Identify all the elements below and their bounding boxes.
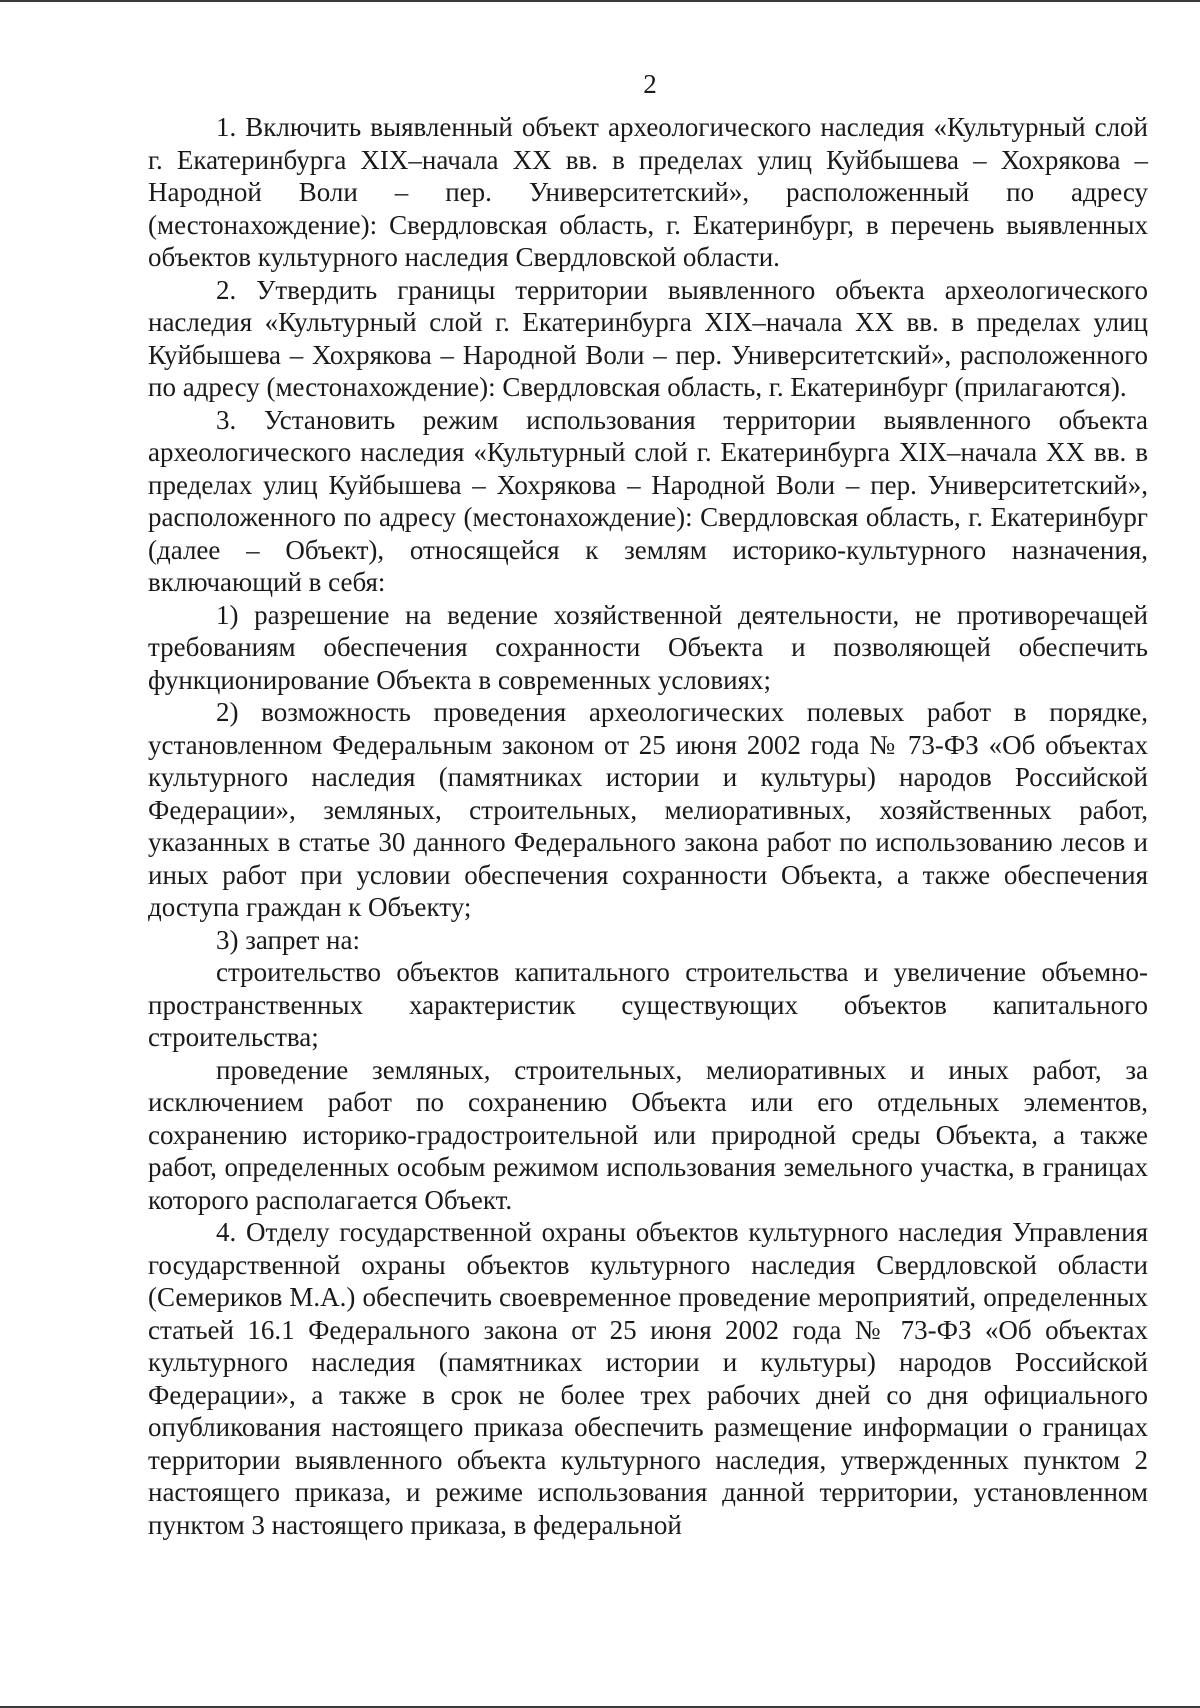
paragraph-item-1: 1. Включить выявленный объект археологического наследия «Культурный слой г. Екатеринбурга XIX–начала XX вв. в пределах улиц Куйбышева – Хохрякова – Народной Воли – пер. Университетский», расположенный по адресу (местонахождение): Свердловская область, г. Екатеринбург, в перечень выявленных объектов культурного наследия Свердловской области. — [148, 112, 1148, 272]
paragraph-item-2: 2. Утвердить границы территории выявленного объекта археологического наследия «Культурный слой г. Екатеринбурга XIX–начала XX вв. в пределах улиц Куйбышева – Хохрякова – Народной Воли – пер. Университетский», расположенного по адресу (местонахождение): Свердловская область, г. Екатеринбург (прилагаются). — [148, 274, 1148, 402]
page-number: 2 — [643, 69, 657, 99]
paragraph-subitem-2: 2) возможность проведения археологических полевых работ в порядке, установленном Федеральным законом от 25 июня 2002 года № 73-ФЗ «Об объектах культурного наследия (памятниках истории и культуры) народов Российской Федерации», земляных, строительных, мелиоративных, хозяйственных работ, указанных в статье 30 данного Федерального закона работ по использованию лесов и иных работ при условии обеспечения сохранности Объекта, а также обеспечения доступа граждан к Объекту; — [148, 697, 1148, 922]
paragraph-prohibition-construction: строительство объектов капитального строительства и увеличение объемно-пространственных характеристик существующих объектов капитального строительства; — [148, 957, 1148, 1052]
paragraph-subitem-3: 3) запрет на: — [216, 924, 360, 955]
paragraph-item-4: 4. Отделу государственной охраны объектов культурного наследия Управления государственной охраны объектов культурного наследия Свердловской области (Семериков М.А.) обеспечить своевременное проведение мероприятий, определенных статьей 16.1 Федерального закона от 25 июня 2002 года № 73-ФЗ «Об объектах культурного наследия (памятниках истории и культуры) народов Российской Федерации», а также в срок не более трех рабочих дней со дня официального опубликования настоящего приказа обеспечить размещение информации о границах территории выявленного объекта культурного наследия, утвержденных пунктом 2 настоящего приказа, и режиме использования данной территории, установленном пунктом 3 настоящего приказа, в федеральной — [148, 1217, 1148, 1540]
paragraph-item-3: 3. Установить режим использования территории выявленного объекта археологического наследия «Культурный слой г. Екатеринбурга XIX–начала XX вв. в пределах улиц Куйбышева – Хохрякова – Народной Воли – пер. Университетский», расположенного по адресу (местонахождение): Свердловская область, г. Екатеринбург (далее – Объект), относящейся к землям историко-культурного назначения, включающий в себя: — [148, 404, 1148, 597]
paragraph-subitem-1: 1) разрешение на ведение хозяйственной деятельности, не противоречащей требованиям обеспечения сохранности Объекта и позволяющей обеспечить функционирование Объекта в современных условиях; — [148, 599, 1148, 695]
page-top-edge — [0, 0, 1200, 2]
paragraph-prohibition-works: проведение земляных, строительных, мелиоративных и иных работ, за исключением работ по сохранению Объекта или его отдельных элементов, сохранению историко-градостроительной или природной среды Объекта, а также работ, определенных особым режимом использования земельного участка, в границах которого располагается Объект. — [148, 1054, 1148, 1215]
document-body — [148, 111, 1148, 1541]
